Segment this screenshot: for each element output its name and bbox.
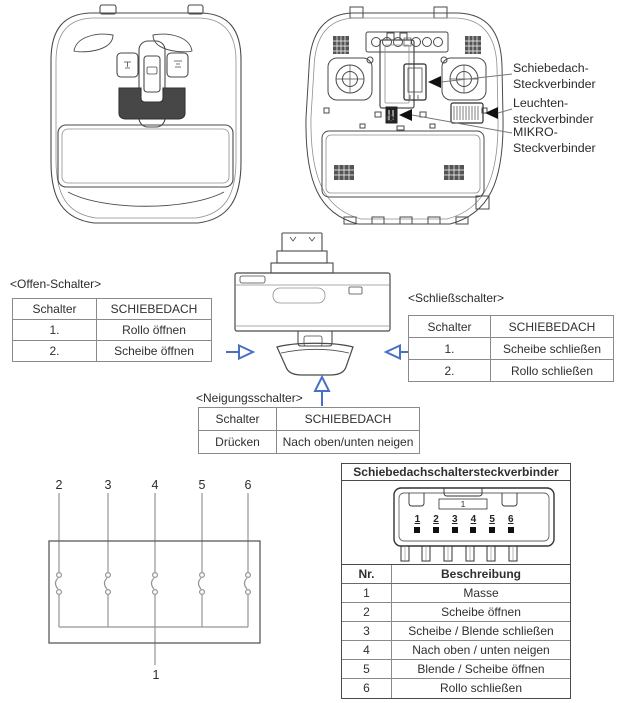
map-lamp-button-right — [167, 53, 188, 77]
table-header-cell: SCHIEBEDACH — [277, 408, 420, 431]
connector-pin-label: 4 — [470, 514, 477, 525]
neigungs-schalter-table — [198, 407, 420, 454]
circuit-diagram — [10, 465, 320, 700]
offen-schalter-table — [12, 298, 212, 362]
circuit-pin-label: 5 — [198, 478, 206, 492]
table-header-cell: SCHIEBEDACH — [97, 299, 212, 320]
pin-square-icon — [489, 527, 495, 533]
table-cell: 2 — [342, 603, 392, 621]
connector-table-title: Schiebedachschaltersteckverbinder — [342, 464, 570, 481]
circuit-pin-label: 6 — [244, 478, 252, 492]
table-header-cell: Beschreibung — [440, 567, 521, 581]
arrow-up-icon — [315, 377, 329, 406]
table-header-cell: Schalter — [409, 316, 491, 338]
connector-pin — [501, 514, 520, 533]
callout-line: Steckverbinder — [513, 140, 596, 155]
table-cell: 3 — [342, 622, 392, 640]
callout-schiebedach — [513, 61, 596, 92]
pin-square-icon — [414, 527, 420, 533]
table-cell: 5 — [342, 660, 392, 678]
connector-table — [341, 463, 571, 699]
table-cell: Rollo öffnen — [97, 320, 212, 341]
table-cell: 4 — [342, 641, 392, 659]
connector-pin-label: 6 — [508, 514, 514, 525]
connector-pin — [445, 514, 464, 533]
callout-arrow-icon — [485, 107, 512, 119]
table-row — [342, 622, 570, 641]
callout-mikro — [513, 125, 596, 156]
table-cell: 2. — [13, 341, 97, 362]
connector-slot-label: 1 — [460, 499, 466, 509]
table-row — [342, 641, 570, 660]
table-row — [409, 338, 614, 360]
table-header-cell: Schalter — [13, 299, 97, 320]
table-cell: 1. — [13, 320, 97, 341]
table-cell: 1 — [342, 584, 392, 602]
connector-pin-label: 5 — [489, 514, 495, 525]
connector-pin-row — [408, 514, 520, 533]
connector-pin-label: 1 — [414, 514, 421, 525]
offen-schalter-title: <Offen-Schalter> — [10, 277, 102, 291]
table-cell: Drücken — [199, 431, 277, 454]
table-row — [342, 584, 570, 603]
sunroof-connector — [404, 64, 426, 100]
pin-square-icon — [452, 527, 458, 533]
table-cell: Nach oben / unten neigen — [412, 643, 550, 657]
pin-square-icon — [470, 527, 476, 533]
grille-hatch — [119, 88, 185, 119]
connector-pin — [483, 514, 502, 533]
table-row — [199, 431, 420, 454]
schliess-schalter-table — [408, 315, 614, 382]
table-cell: Scheibe öffnen — [97, 341, 212, 362]
circuit-pin-label: 3 — [104, 478, 112, 492]
connector-pin-label: 3 — [451, 514, 458, 525]
switch-knob — [277, 343, 353, 375]
neigungs-schalter-title: <Neigungsschalter> — [196, 391, 303, 405]
table-header-cell: SCHIEBEDACH — [491, 316, 614, 338]
connector-pin — [427, 514, 446, 533]
callout-line: Steckverbinder — [513, 76, 596, 91]
connector-pin — [408, 514, 427, 533]
table-header-cell: Schalter — [199, 408, 277, 431]
pin-square-icon — [433, 527, 439, 533]
table-row — [342, 660, 570, 679]
sunglass-holder-door — [58, 125, 233, 187]
schliess-schalter-title: <Schließschalter> — [408, 291, 505, 305]
overhead-console-front-drawing — [18, 4, 248, 230]
table-header-cell: Nr. — [342, 565, 392, 583]
connector-pin-label: 2 — [433, 514, 439, 525]
sunroof-switch-drawing — [225, 228, 415, 408]
callout-line: Leuchten- — [513, 96, 569, 110]
table-row — [342, 679, 570, 698]
connector-pinout-cell — [342, 481, 570, 565]
circuit-pin-label: 2 — [55, 478, 63, 492]
circuit-pin-label: 4 — [151, 478, 159, 492]
callout-leuchten — [513, 96, 594, 127]
table-cell: 1. — [409, 338, 491, 360]
table-cell: Rollo schließen — [491, 360, 614, 382]
table-row — [13, 320, 212, 341]
connector-pin — [464, 514, 483, 533]
table-cell: Blende / Scheibe öffnen — [417, 662, 545, 676]
table-cell: Rollo schließen — [439, 681, 523, 695]
callout-line: Schiebedach- — [513, 61, 589, 75]
callout-arrow-icon — [428, 74, 512, 88]
table-cell: Scheibe schließen — [491, 338, 614, 360]
connector-table-header — [342, 565, 570, 584]
circuit-pin-label: 1 — [152, 668, 160, 682]
table-cell: 2. — [409, 360, 491, 382]
table-cell: Nach oben/unten neigen — [277, 431, 420, 454]
table-row — [409, 360, 614, 382]
table-row — [13, 341, 212, 362]
arrow-right-icon — [226, 346, 253, 359]
table-cell: Masse — [463, 586, 499, 600]
callout-line: steckverbinder — [513, 111, 594, 126]
table-row — [342, 603, 570, 622]
table-cell: Scheibe öffnen — [441, 605, 521, 619]
table-cell: Scheibe / Blende schließen — [408, 624, 554, 638]
table-cell: 6 — [342, 679, 392, 698]
pin-square-icon — [508, 527, 514, 533]
callout-line: MIKRO- — [513, 125, 558, 139]
